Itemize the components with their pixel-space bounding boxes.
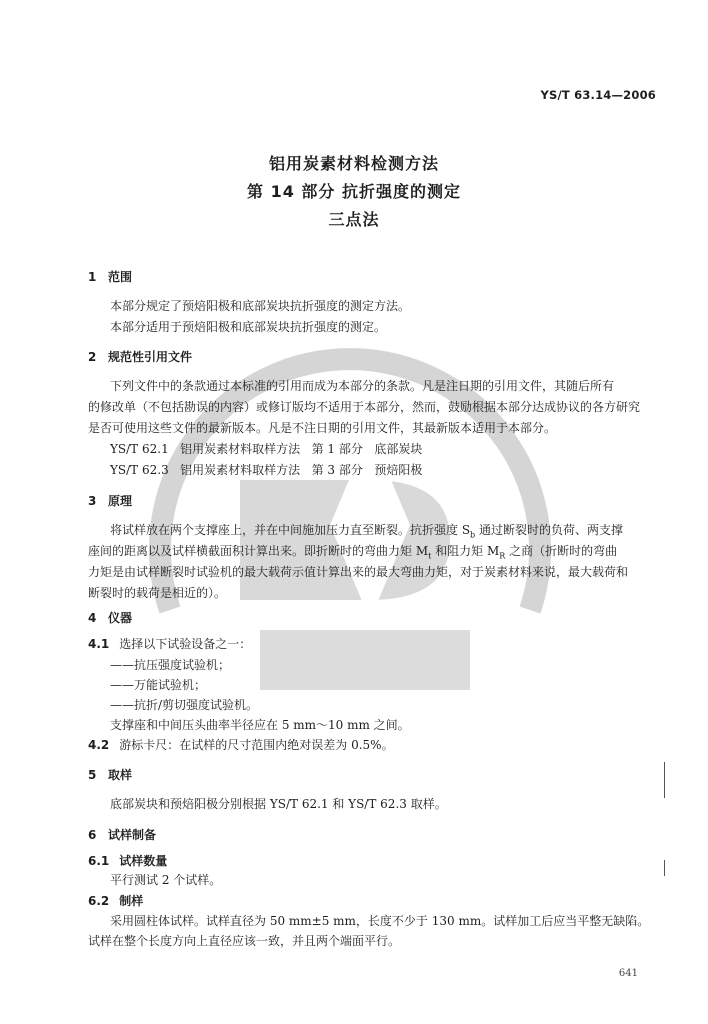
s3-line-2: 座间的距离以及试样横截面积计算出来。即折断时的弯曲力矩 $M_t$ 和阻力矩 $M_R$ 之商（折断时的弯曲 [88,544,618,561]
clause-4-2: 4.2 游标卡尺：在试样的尺寸范围内绝对误差为 0.5%。 [88,738,394,752]
margin-change-bar [664,762,665,798]
clause-6-1: 6.1 试样数量 [88,854,168,868]
s2-para-line-1: 下列文件中的条款通过本标准的引用而成为本部分的条款。凡是注日期的引用文件，其随后所有 [110,379,615,393]
s3-line-1: 将试样放在两个支撑座上，并在中间施加压力直至断裂。抗折强度 $S_b$ 通过断裂时的负荷、两支撑 [110,523,623,540]
s2-para-line-3: 是否可使用这些文件的最新版本。凡是不注日期的引用文件，其最新版本适用于本部分。 [88,421,557,435]
section-2-heading: 2 规范性引用文件 [88,350,193,364]
section-1-heading: 1 范围 [88,270,133,284]
clause-6-2: 6.2 制样 [88,894,144,908]
c62-line-1: 采用圆柱体试样。试样直径为 50 mm±5 mm，长度不少于 130 mm。试样加工后应当平整无缺陷。 [110,914,650,928]
clause-4-1: 4.1 选择以下试验设备之一： [88,637,252,651]
equipment-item-3: ——抗折/剪切强度试验机。 [110,698,259,712]
s5-paragraph: 底部炭块和预焙阳极分别根据 YS/T 62.1 和 YS/T 62.3 取样。 [110,797,447,811]
s3-line-4: 断裂时的载荷是相近的）。 [88,586,227,600]
page-number: 641 [618,968,638,979]
doc-subtitle: 第 14 部分 抗折强度的测定 [247,182,461,201]
s2-para-line-2: 的修改单（不包括勘误的内容）或修订版均不适用于本部分，然而，鼓励根据本部分达成协议的各方研究 [88,400,641,414]
margin-change-bar-2 [664,860,665,876]
section-4-heading: 4 仪器 [88,611,133,625]
section-3-heading: 3 原理 [88,494,133,508]
s1-paragraph-1: 本部分规定了预焙阳极和底部炭块抗折强度的测定方法。 [110,299,411,313]
equipment-item-1: ——抗压强度试验机； [110,658,231,672]
standard-code: YS/T 63.14—2006 [540,88,656,102]
equipment-item-2: ——万能试验机； [110,678,207,692]
reference-ys-t-62-3: YS/T 62.3 铝用炭素材料取样方法 第 3 部分 预焙阳极 [110,463,423,477]
section-6-heading: 6 试样制备 [88,828,157,842]
c62-line-2: 试样在整个长度方向上直径应该一致，并且两个端面平行。 [88,934,401,948]
doc-method: 三点法 [328,210,380,229]
c61-text: 平行测试 2 个试样。 [110,873,222,887]
doc-title: 铝用炭素材料检测方法 [268,154,439,173]
support-radius-text: 支撑座和中间压头曲率半径应在 5 mm～10 mm 之间。 [110,718,410,732]
reference-ys-t-62-1: YS/T 62.1 铝用炭素材料取样方法 第 1 部分 底部炭块 [110,442,423,456]
s1-paragraph-2: 本部分适用于预焙阳极和底部炭块抗折强度的测定。 [110,320,387,334]
section-5-heading: 5 取样 [88,768,133,782]
s3-line-3: 力矩是由试样断裂时试验机的最大载荷示值计算出来的最大弯曲力矩，对于炭素材料来说，最大载荷和 [88,565,629,579]
